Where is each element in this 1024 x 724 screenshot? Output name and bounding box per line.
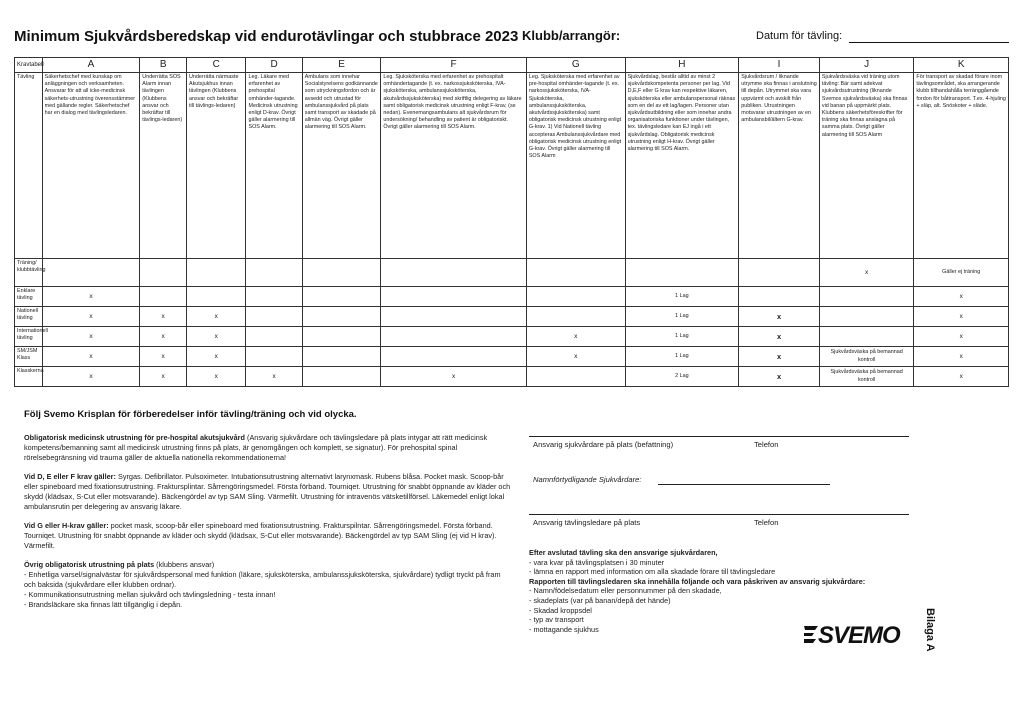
table-cell: x [187, 367, 246, 387]
table-cell [302, 367, 381, 387]
col-header: H [625, 58, 739, 73]
table-cell [302, 327, 381, 347]
table-cell: 1 Lag [625, 347, 739, 367]
col-header: E [302, 58, 381, 73]
list-item: - skadeplats (var på banan/depå det hände) [529, 595, 671, 605]
table-cell: x [914, 307, 1009, 327]
col-header: G [526, 58, 625, 73]
requirement-cell: Leg. Sjuksköterska med erfarenhet av pre-hospital omhänder-tagande (t. ex. narkossjuksköterska, IVA-Sjuksköterska, ambulanssjuksköterska, akutvårdssjuksköterska) samt obligatorisk medicinsk utrustning enligt G-krav. 1) Vid Nationell tävling accepteras Ambulanssjukvårdare med obligatorisk medicinsk utrustning enligt G-krav. Övrigt gäller alarmering till SOS Alarm [526, 73, 625, 259]
list-item: - Namn/födelsedatum eller personnummer på den skadade, [529, 586, 722, 596]
after-heading: Efter avslutad tävling ska den ansvarige sjukvårdaren, [529, 548, 718, 557]
table-row [15, 367, 1009, 387]
table-cell: x [42, 307, 140, 327]
col-header: A [42, 58, 140, 73]
race-leader-signature-line[interactable] [529, 514, 909, 515]
row-label: Nationell tävling [15, 307, 43, 327]
row-label: Klasskerna [15, 367, 43, 387]
list-item: - mottagande sjukhus [529, 624, 599, 634]
requirement-cell: Sjukvårdsväska vid träning utom tävling: Bär samt adekvat sjukvårdsutrustning (liknande Svemos sjukvårdsväska) ska finnas vid banan på uppmärkt plats. Klubbens säkerhetsföreskrifter för träning ska finnas anslagna på samma plats. Övrigt gäller alarmering till SOS Alarm [819, 73, 914, 259]
table-cell: x [140, 347, 187, 367]
table-cell [381, 327, 526, 347]
medic-signature-label: Ansvarig sjukvårdare på plats (befattning) [533, 440, 674, 449]
table-cell: x [914, 327, 1009, 347]
row-label: SM/JSM Klass [15, 347, 43, 367]
paragraph-text: pocket mask, scoop-bår eller spineboard med fixationsutrustning. Frakturspilntar. Sårrengöringsmedel. Första förband. Tourniqet. Utrustning för snabbt öppnande av kläder och skydd (klädsax, S-Cut eller motsvarande). Bäckengördel av typ SAM Sling (ej vid H krav). Värmefilt. [24, 521, 497, 550]
table-cell [381, 307, 526, 327]
svemo-logo [804, 621, 924, 647]
requirement-cell: Leg. Sjuksköterska med erfarenhet av prehospitalt omhändertagande (t. ex. narkossjuksköterska, IVA-sjuksköterska, ambulanssjuksköterska, akutvårdssjuksköterska) med skriftlig delegering av läkare samt obligatorisk medicinsk utrustning enligt F-krav, (se nedan). Evenemangsambulans alt sjukvårdsrum för undersökning/ behandling av patient är obligatoriskt. Övrigt gäller alarmering till SOS Alarm. [381, 73, 526, 259]
table-cell: x [739, 367, 820, 387]
table-cell [381, 259, 526, 287]
table-cell [187, 259, 246, 287]
table-cell [246, 259, 302, 287]
col-header: I [739, 58, 820, 73]
table-corner: Kravtabell [15, 58, 43, 73]
table-cell: x [739, 347, 820, 367]
col-header: C [187, 58, 246, 73]
table-cell: x [187, 347, 246, 367]
table-cell [140, 287, 187, 307]
table-cell: Sjukvårdsväska på bemannad kontroll [819, 367, 914, 387]
row-label: Internationell tävling [15, 327, 43, 347]
table-cell [526, 367, 625, 387]
list-item: - Skadad kroppsdel [529, 605, 592, 615]
row-label: Enklare tävling [15, 287, 43, 307]
table-cell: x [914, 347, 1009, 367]
table-cell: 1 Lag [625, 287, 739, 307]
table-cell [302, 287, 381, 307]
paragraph-text: (klubbens ansvar) [154, 560, 215, 569]
col-header: B [140, 58, 187, 73]
race-leader-signature-label: Ansvarig tävlingsledare på plats [533, 518, 641, 527]
requirement-cell: Sjukvårdslag, består alltid av minst 2 sjukvårdskompetenta personer per lag. Vid D,E,F eller G krav kan respektive läkaren, sjuksköterska eller ambulanspersonal räknas som en del av ett lag/lagen. Personer utan sjukvårdsutbildning eller som innehar andra organisatoriska funktioner under tävlingen, tex. tävlingsledare kan EJ ingå i ett sjukvårdslag. Obligatorisk medicinsk utrustning enligt H-krav. Övrigt gäller alarmering till SOS Alarm. [625, 73, 739, 259]
table-cell: x [42, 347, 140, 367]
paragraph-heading: Vid G eller H-krav gäller: [24, 521, 109, 530]
table-cell: x [140, 367, 187, 387]
table-cell: x [187, 307, 246, 327]
date-label: Datum för tävling: [756, 30, 843, 42]
table-cell [739, 259, 820, 287]
requirement-cell: Underrätta närmaste Akutsjukhus innan tävlingen (Klubbens ansvar och bekräftar till tävlings-ledaren) [187, 73, 246, 259]
paragraph-heading: Övrig obligatorisk utrustning på plats [24, 560, 155, 569]
table-cell: x [42, 367, 140, 387]
table-cell [739, 287, 820, 307]
date-field-line[interactable] [849, 42, 1009, 43]
table-cell: x [739, 327, 820, 347]
table-cell [381, 287, 526, 307]
requirement-cell: Ambulans som innehar Socialstyrelsens godkännande som utryckningsfordon och är avsedd och utrustad för ambulanssjukvård på plats samt transport av skadade på allmän väg. Övrigt gäller alarmering till SOS Alarm. [302, 73, 381, 259]
table-row [15, 327, 1009, 347]
table-cell: Gäller ej träning [914, 259, 1009, 287]
col-header: F [381, 58, 526, 73]
table-cell: x [140, 327, 187, 347]
table-cell: 1 Lag [625, 307, 739, 327]
table-cell [246, 327, 302, 347]
page-title: Minimum Sjukvårdsberedskap vid endurotävlingar och stubbrace 2023 [14, 28, 519, 45]
row-label: Träning/ klubbtävling [15, 259, 43, 287]
table-cell: x [526, 347, 625, 367]
table-cell: x [140, 307, 187, 327]
table-cell [302, 307, 381, 327]
krisplan-note: Följ Svemo Krisplan för förberedelser inför tävling/träning och vid olycka. [24, 409, 357, 420]
table-cell: x [914, 367, 1009, 387]
paragraph-text: (Ansvarig sjukvårdare och tävlingsledare på plats intygar att rätt medicinsk kompetens/bemanning samt all medicinsk utrustning finns på plats, är genomgången och komplett, se signatur). För prehospital spinal rörelsebegränsning vid trauma gäller de aktuella nationella rekommendationerna! [24, 433, 488, 462]
table-cell [246, 347, 302, 367]
list-item: - typ av transport [529, 615, 584, 625]
table-cell [819, 287, 914, 307]
table-cell: x [187, 327, 246, 347]
table-cell: 2 Lag [625, 367, 739, 387]
requirement-cell: Säkerhetschef med kunskap om anläggningen och verksamheten. Ansvarar för att all icke-medicinsk säkerhets-utrustning överensstämmer med gällande regler. Säkerhetschef har en dialog med tävlingsledaren. [42, 73, 140, 259]
table-cell: x [819, 259, 914, 287]
table-cell: x [739, 307, 820, 327]
table-row [15, 287, 1009, 307]
list-item: - Enhetliga varsel/signalvästar för sjukvårdspersonal med funktion (läkare, sjuksköterska, ambulanssjuksköterska, sjukvårdare) tydligt tryckt på fram och baksida (sjukvårdare eller klubben ordnar). [24, 570, 501, 589]
table-cell [42, 259, 140, 287]
table-row [15, 259, 1009, 287]
list-item: - Kommunikationsutrustning mellan sjukvård och tävlingsledning - testa innan! [24, 590, 276, 599]
table-cell: x [381, 367, 526, 387]
table-cell [246, 307, 302, 327]
table-cell [302, 259, 381, 287]
table-row [15, 307, 1009, 327]
list-item: - lämna en rapport med information om alla skadade förare till tävlingsledare [529, 567, 776, 577]
mandatory-equipment-paragraph [24, 433, 512, 463]
club-label: Klubb/arrangör: [522, 28, 621, 43]
col-header: D [246, 58, 302, 73]
requirement-cell: Sjukvårdsrum / liknande utrymme ska finnas i anslutning till depån. Utrymmet ska vara uppvärmt och avskilt från publiken. Utrustningen motsvarar utrustningen av en ambulansbil/ältern G-krav. [739, 73, 820, 259]
table-cell [302, 347, 381, 367]
medic-phone-label: Telefon [754, 440, 779, 449]
medic-name-label: Namnförtydligande Sjukvårdare: [533, 475, 642, 484]
table-cell: x [246, 367, 302, 387]
paragraph-heading: Vid D, E eller F krav gäller: [24, 472, 116, 481]
row-label: Tävling [15, 73, 43, 259]
logo-text: SVEMO [818, 622, 900, 649]
list-item: - Brandsläckare ska finnas lätt tillgänglig i depån. [24, 600, 183, 609]
table-cell [381, 347, 526, 367]
other-equipment-paragraph [24, 560, 512, 610]
col-header: J [819, 58, 914, 73]
paragraph-text: Syrgas. Defibrillator. Pulsoximeter. Intubationsutrustning alternativt larynxmask. Rubens blåsa. Pocket mask. Scoop-bår eller spineboard med fixationsutrustning. Fraktursplintar. Sårrengöringsmedel. Första förband. Tourniqet. Utrustning för snabbt öppnande av kläder och skydd (klädsax, S-Cut eller motsvarande). Bäckengördel av typ SAM Sling. Värmefilt. Utrustning för intravenös vätsketillförsel. Läkemedel enligt lokal ambulansrutin per delegering av ansvarig läkare. [24, 472, 511, 511]
requirement-cell: Leg. Läkare med erfarenhet av prehospital omhänder-tagande. Medicinsk utrustning enligt D-krav. Övrigt gäller alarmering till SOS Alarm. [246, 73, 302, 259]
paragraph-heading: Obligatorisk medicinsk utrustning för pre-hospital akutsjukvård [24, 433, 245, 442]
appendix-label: Bilaga A [924, 608, 936, 652]
equipment-section [24, 433, 512, 610]
table-cell [526, 307, 625, 327]
table-cell: x [526, 327, 625, 347]
table-cell [246, 287, 302, 307]
gh-requirements-paragraph [24, 521, 512, 551]
table-cell [819, 327, 914, 347]
table-cell [526, 287, 625, 307]
report-heading: Rapporten till tävlingsledaren ska innehålla följande och vara påskriven av ansvarig sjukvårdare: [529, 576, 866, 586]
requirement-cell: Underrätta SOS Alarm innan tävlingen (Klubbens ansvar och bekräftar till tävlings-ledaren) [140, 73, 187, 259]
medic-name-line[interactable] [658, 484, 830, 485]
table-cell: x [42, 327, 140, 347]
table-cell [819, 307, 914, 327]
requirements-table [14, 57, 1009, 387]
table-row [15, 347, 1009, 367]
table-cell [187, 287, 246, 307]
table-cell: x [42, 287, 140, 307]
table-cell [625, 259, 739, 287]
requirement-cell: För transport av skadad förare inom tävlingsområdet, ska arrangerande klubb tillhandahålla terränggående fordon för båttransport. T.ex. 4-hjuling + släp, alt. Snöskoter + släde. [914, 73, 1009, 259]
race-leader-phone-label: Telefon [754, 518, 779, 527]
medic-signature-line[interactable] [529, 436, 909, 437]
col-header: K [914, 58, 1009, 73]
table-cell [526, 259, 625, 287]
table-cell [140, 259, 187, 287]
table-cell: 1 Lag [625, 327, 739, 347]
table-cell: Sjukvårdsväska på bemannad kontroll [819, 347, 914, 367]
def-requirements-paragraph [24, 472, 512, 512]
list-item: - vara kvar på tävlingsplatsen i 30 minuter [529, 557, 665, 567]
table-cell: x [914, 287, 1009, 307]
